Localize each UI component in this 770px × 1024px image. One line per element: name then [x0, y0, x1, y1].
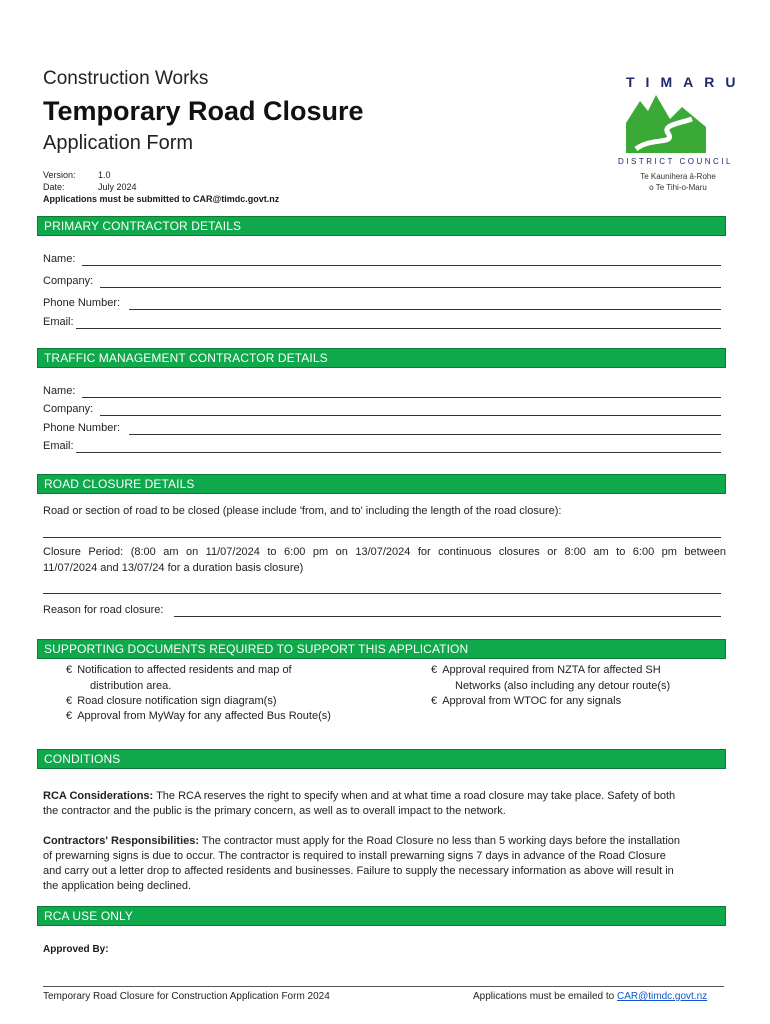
section-conditions: CONDITIONS — [37, 749, 726, 769]
bullet-icon: € — [66, 664, 73, 676]
doc-item-notification — [66, 664, 292, 676]
footer-email-link[interactable]: CAR@timdc.govt.nz — [616, 991, 708, 1002]
primary-name-field[interactable] — [82, 265, 721, 266]
contractor-responsibilities — [43, 834, 723, 894]
primary-phone-field[interactable] — [129, 309, 721, 310]
contractor-text4: the application being declined. — [43, 880, 192, 892]
bullet-icon: € — [66, 695, 73, 707]
council-logo — [618, 74, 747, 193]
version-label: Version: — [43, 170, 76, 180]
date-row — [43, 182, 137, 192]
rca-considerations-text1: The RCA reserves the right to specify when and at what time a road closure may take place. Safety of both — [153, 790, 676, 802]
logo-maori-line1: Te Kaunihera ā-Rohe — [640, 172, 716, 181]
doc-item-text: Approval required from NZTA for affected SH — [442, 664, 661, 676]
section-rca-use-only: RCA USE ONLY — [37, 906, 726, 926]
bullet-icon: € — [431, 664, 438, 676]
date-value: July 2024 — [98, 182, 137, 192]
section-supporting-documents: SUPPORTING DOCUMENTS REQUIRED TO SUPPORT THIS APPLICATION — [37, 639, 726, 659]
bullet-icon: € — [431, 695, 438, 707]
traffic-company-field[interactable] — [100, 415, 721, 416]
doc-item-nzta — [431, 664, 661, 676]
contractor-text3: and carry out a letter drop to affected residents and businesses. Failure to supply the necessary information as above will result in — [43, 865, 674, 877]
reason-field[interactable] — [174, 616, 721, 617]
doc-item-text: Road closure notification sign diagram(s) — [77, 695, 277, 707]
doc-item-myway — [66, 710, 331, 722]
rca-considerations-label: RCA Considerations: — [43, 790, 154, 802]
road-section-prompt: Road or section of road to be closed (please include 'from, and to' including the length of the road closure): — [43, 505, 562, 517]
primary-email-label: Email: — [43, 316, 74, 328]
form-subtitle: Application Form — [43, 132, 194, 154]
doc-item-nzta-cont: Networks (also including any detour route(s) — [455, 680, 671, 692]
contractor-text2: of prewarning signs is due to occur. The contractor is required to install prewarning signs 7 days in advance of the Road Closure — [43, 850, 666, 862]
doc-item-text: Notification to affected residents and map of — [77, 664, 292, 676]
primary-company-label: Company: — [43, 275, 94, 287]
doc-item-text: Approval from WTOC for any signals — [442, 695, 622, 707]
logo-council: DISTRICT COUNCIL — [618, 157, 733, 166]
closure-period-field[interactable] — [43, 593, 721, 594]
traffic-name-label: Name: — [43, 385, 76, 397]
approved-by-label: Approved By: — [43, 944, 109, 955]
traffic-email-label: Email: — [43, 440, 74, 452]
doc-item-notification-cont: distribution area. — [90, 680, 172, 692]
footer-left: Temporary Road Closure for Construction Application Form 2024 — [43, 991, 330, 1002]
section-road-closure: ROAD CLOSURE DETAILS — [37, 474, 726, 494]
submit-note: Applications must be submitted to CAR@timdc.govt.nz — [43, 194, 280, 204]
traffic-phone-label: Phone Number: — [43, 422, 121, 434]
reason-label: Reason for road closure: — [43, 604, 164, 616]
section-traffic-management: TRAFFIC MANAGEMENT CONTRACTOR DETAILS — [37, 348, 726, 368]
primary-phone-label: Phone Number: — [43, 297, 121, 309]
version-row — [43, 170, 111, 180]
closure-period-line1: Closure Period: (8:00 am on 11/07/2024 to 6:00 pm on 13/07/2024 for continuous closures or 8:00 am to 6:00 pm between — [43, 546, 726, 558]
primary-email-field[interactable] — [76, 328, 721, 329]
logo-wordmark: TIMARU — [626, 74, 747, 90]
logo-emblem-icon — [626, 93, 706, 153]
footer-right-prefix: Applications must be emailed to — [473, 991, 617, 1002]
primary-name-label: Name: — [43, 253, 76, 265]
logo-maori-line2: o Te Tihi-o-Maru — [649, 183, 707, 192]
road-section-field[interactable] — [43, 537, 721, 538]
page-title: Temporary Road Closure — [43, 96, 364, 126]
primary-company-field[interactable] — [100, 287, 721, 288]
version-value: 1.0 — [98, 170, 111, 180]
traffic-name-field[interactable] — [82, 397, 721, 398]
closure-period-line2: 11/07/2024 and 13/07/24 for a duration basis closure) — [43, 562, 304, 574]
doc-item-text: Approval from MyWay for any affected Bus Route(s) — [77, 710, 331, 722]
form-category: Construction Works — [43, 68, 209, 89]
contractor-responsibilities-label: Contractors' Responsibilities: — [43, 835, 200, 847]
footer-right — [473, 991, 707, 1002]
rca-considerations — [43, 789, 723, 819]
footer-divider — [43, 986, 724, 987]
date-label: Date: — [43, 182, 65, 192]
rca-considerations-text2: the contractor and the public is the primary concern, as well as to overall impact to the network. — [43, 805, 506, 817]
traffic-phone-field[interactable] — [129, 434, 721, 435]
traffic-company-label: Company: — [43, 403, 94, 415]
contractor-text1: The contractor must apply for the Road Closure no less than 5 working days before the installation — [199, 835, 681, 847]
bullet-icon: € — [66, 710, 73, 722]
doc-item-sign-diagram — [66, 695, 277, 707]
traffic-email-field[interactable] — [76, 452, 721, 453]
section-primary-contractor: PRIMARY CONTRACTOR DETAILS — [37, 216, 726, 236]
doc-item-wtoc — [431, 695, 621, 707]
